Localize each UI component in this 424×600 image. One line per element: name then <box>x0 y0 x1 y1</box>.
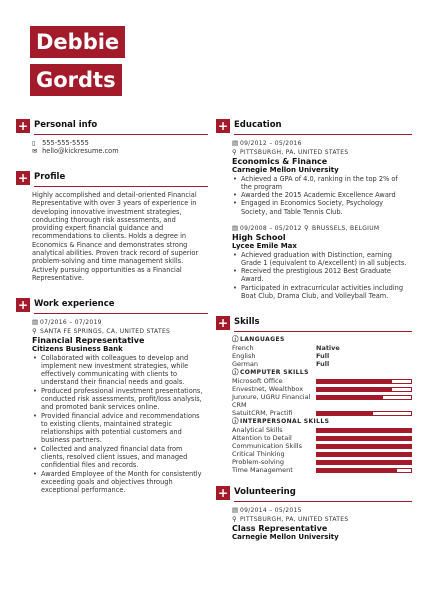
skill-bar-fill <box>317 412 373 415</box>
section-title: Volunteering <box>234 487 296 497</box>
profile-text: Highly accomplished and detail-oriented Financial Representative with over 3 years of experience in developing innovative investment strategies, conducting thorough risk assessments, and providing expert financial guidance and recommendations to clients. Holds a degree in Economics & Finance and demonstrates strong analytical abilities. Proven track record of superior problem-solving and time management skills. Actively pursuing opportunities as a Financial Representative. <box>32 191 199 282</box>
skill-row <box>232 385 412 393</box>
profile-header <box>16 171 208 187</box>
divider <box>234 331 412 332</box>
volunteering-header <box>216 486 412 502</box>
first-name: Debbie <box>30 26 125 58</box>
list-item: • Achieved a GPA of 4.0, ranking in the top 2% of the program <box>232 175 408 192</box>
email[interactable]: hello@kickresume.com <box>42 147 119 156</box>
location-pin-icon: ⚲ <box>304 224 310 232</box>
school: Lycee Emile Max <box>232 242 297 250</box>
skill-name: Critical Thinking <box>232 450 285 458</box>
skill-row <box>232 426 412 434</box>
section-title: Education <box>234 120 282 130</box>
location-pin-icon: ⚲ <box>232 148 238 156</box>
vol-location: PITTSBURGH, PA, UNITED STATES <box>240 516 349 523</box>
phone[interactable]: 555-555-5555 <box>42 139 89 147</box>
skill-bar <box>316 428 412 433</box>
school: Carnegie Mellon University <box>232 166 339 174</box>
skill-row <box>232 377 412 385</box>
education-entry <box>232 224 408 300</box>
info-icon: ⓘ <box>232 417 239 425</box>
section-title: Skills <box>234 317 260 327</box>
list-item: • Engaged in Economics Society, Psychology Society, and Table Tennis Club. <box>232 199 408 216</box>
language-name: French <box>232 344 254 352</box>
language-level: Full <box>316 352 330 360</box>
divider <box>234 501 412 502</box>
divider <box>234 134 412 135</box>
degree: High School <box>232 233 286 242</box>
skill-row <box>232 450 412 458</box>
language-row <box>232 360 412 368</box>
list-item: • Participated in extracurricular activities including Boat Club, Drama Club, and Volleyball Team. <box>232 284 408 301</box>
language-level: Native <box>316 344 340 352</box>
location-pin-icon: ⚲ <box>32 327 38 335</box>
skill-name: SatuitCRM, Practifi <box>232 409 293 417</box>
calendar-icon: ▤ <box>232 224 239 232</box>
skill-name: Problem-solving <box>232 458 284 466</box>
job-company: Citizens Business Bank <box>32 345 123 353</box>
skill-bar-fill <box>317 445 411 448</box>
volunteering-entry <box>232 506 408 542</box>
plus-icon: + <box>217 486 229 500</box>
language-level: Full <box>316 360 330 368</box>
list-item: • Achieved graduation with Distinction, earning Grade 1 (equivalent to A/excellent) in all subjects. <box>232 251 408 268</box>
education-header <box>216 119 412 135</box>
degree: Economics & Finance <box>232 157 328 166</box>
vol-role: Class Representative <box>232 524 328 533</box>
skill-group-label: INTERPERSONAL SKILLS <box>240 418 330 425</box>
info-icon: ⓘ <box>232 368 239 376</box>
skill-bar-fill <box>317 429 411 432</box>
skill-row <box>232 393 412 409</box>
language-name: English <box>232 352 256 360</box>
skill-name: Envestnet, Wealthbox <box>232 385 304 393</box>
language-row <box>232 344 412 352</box>
skill-bar <box>316 411 412 416</box>
divider <box>34 313 208 314</box>
list-item: • Produced professional investment presentations, conducted risk assessments, profit/loss analysis, and promoted bank services online. <box>32 387 204 412</box>
calendar-icon: ▤ <box>232 139 239 147</box>
skill-bar-fill <box>317 437 411 440</box>
edu-date: 09/2012 – 05/2016 <box>240 140 302 147</box>
skill-name: Time Management <box>232 466 293 474</box>
edu-bullets <box>232 251 408 301</box>
divider <box>34 134 208 135</box>
skill-row <box>232 409 412 417</box>
skill-name: Attention to Detail <box>232 434 292 442</box>
skill-row <box>232 434 412 442</box>
skill-bar-fill <box>317 469 397 472</box>
job-entry <box>32 318 204 495</box>
job-location: SANTA FE SPRINGS, CA, UNITED STATES <box>40 328 171 335</box>
list-item: • Provided financial advice and recommendations to existing clients, maintained strategic relationships with potential customers and business partners. <box>32 412 204 445</box>
divider <box>34 186 208 187</box>
skill-row <box>232 458 412 466</box>
skill-name: Communication Skills <box>232 442 302 450</box>
language-row <box>232 352 412 360</box>
vol-date: 09/2014 – 05/2015 <box>240 507 302 514</box>
skill-bar <box>316 387 412 392</box>
skill-bar <box>316 452 412 457</box>
list-item: • Awarded Employee of the Month for consistently exceeding goals and objectives through exceptional performance. <box>32 470 204 495</box>
personal-info-header <box>16 119 208 135</box>
skills-header <box>216 316 412 332</box>
job-date: 07/2016 – 07/2019 <box>40 319 102 326</box>
skill-bar-fill <box>317 380 392 383</box>
skill-bar-fill <box>317 461 411 464</box>
calendar-icon: ▤ <box>32 318 39 326</box>
list-item: • Collaborated with colleagues to develop and implement new investment strategies, while effectively communicating with clients to understand their financial needs and goals. <box>32 354 204 387</box>
info-icon: ⓘ <box>232 335 239 343</box>
vol-org: Carnegie Mellon University <box>232 533 339 541</box>
edu-location: PITTSBURGH, PA, UNITED STATES <box>240 149 349 156</box>
list-item: • Awarded the 2015 Academic Excellence Award <box>232 191 408 199</box>
job-bullets <box>32 354 204 495</box>
edu-location: BRUSSELS, BELGIUM <box>312 225 380 232</box>
section-title: Personal info <box>34 120 98 130</box>
location-pin-icon: ⚲ <box>232 515 238 523</box>
skill-bar <box>316 460 412 465</box>
skill-row <box>232 442 412 450</box>
skill-row <box>232 466 412 474</box>
plus-icon: + <box>17 171 29 185</box>
skill-bar-fill <box>317 396 383 399</box>
section-title: Profile <box>34 172 66 182</box>
job-title: Financial Representative <box>32 336 145 345</box>
language-name: German <box>232 360 259 368</box>
skill-group-label: LANGUAGES <box>240 336 285 343</box>
skill-bar-fill <box>317 388 392 391</box>
skill-bar <box>316 444 412 449</box>
mail-icon: ✉ <box>32 147 38 156</box>
skill-name: Junxure, UGRU Financial CRM <box>232 393 311 409</box>
plus-icon: + <box>17 119 29 133</box>
list-item: • Received the prestigious 2012 Best Graduate Award. <box>232 267 408 284</box>
phone-icon: ▯ <box>32 139 36 147</box>
skill-bar <box>316 436 412 441</box>
list-item: • Collected and analyzed financial data from clients, resolved client issues, and managed confidential files and records. <box>32 445 204 470</box>
section-title: Work experience <box>34 299 115 309</box>
skill-name: Microsoft Office <box>232 377 283 385</box>
plus-icon: + <box>17 298 29 312</box>
plus-icon: + <box>217 119 229 133</box>
work-experience-header <box>16 298 208 314</box>
skill-bar <box>316 468 412 473</box>
last-name: Gordts <box>30 64 122 96</box>
skill-name: Analytical Skills <box>232 426 283 434</box>
skills-body <box>232 335 412 474</box>
edu-bullets <box>232 175 408 216</box>
skill-bar <box>316 379 412 384</box>
plus-icon: + <box>217 316 229 330</box>
education-entry <box>232 139 408 216</box>
skill-bar-fill <box>317 453 411 456</box>
edu-date: 09/2008 – 05/2012 <box>240 225 302 232</box>
skill-bar <box>316 395 412 400</box>
contact-list <box>32 139 202 156</box>
skill-group-label: COMPUTER SKILLS <box>240 369 309 376</box>
calendar-icon: ▤ <box>232 506 239 514</box>
